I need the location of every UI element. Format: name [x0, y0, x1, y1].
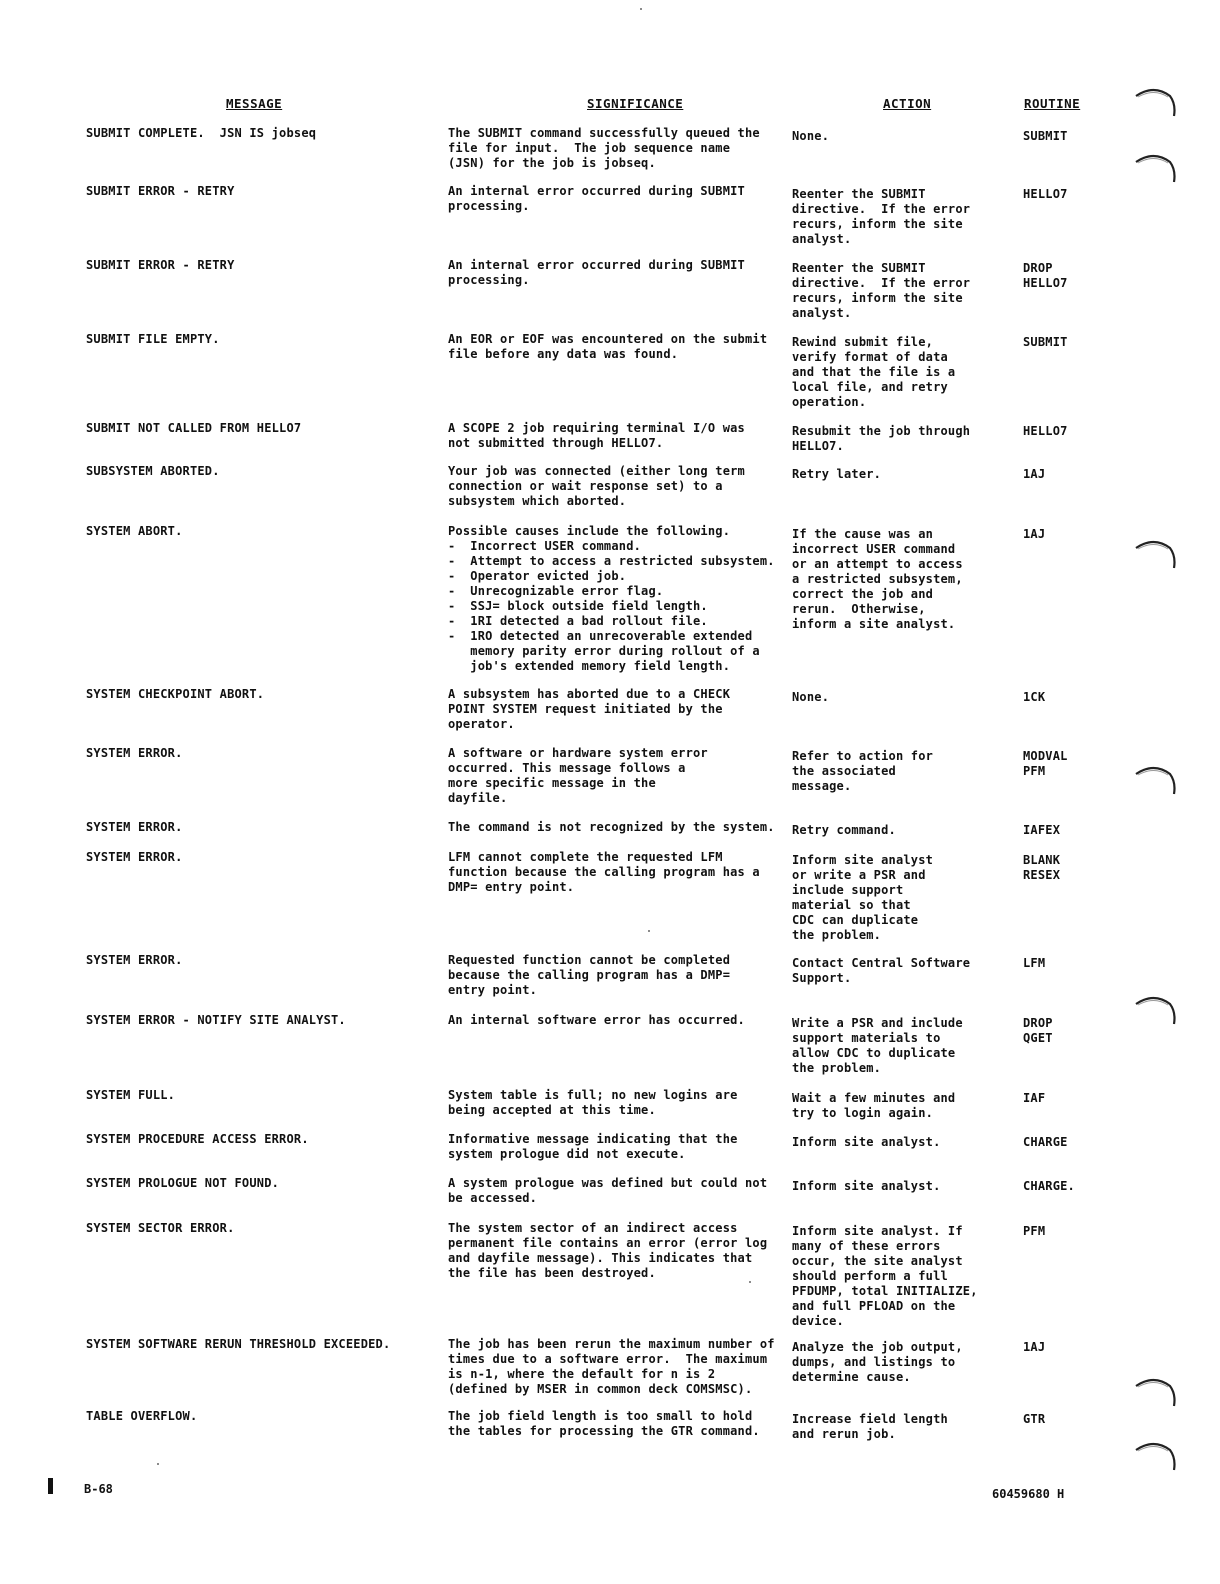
header-message: MESSAGE	[226, 96, 283, 111]
significance-line: Requested function cannot be completed	[448, 953, 731, 967]
action-line: try to login again.	[792, 1106, 934, 1120]
significance-line: processing.	[448, 273, 530, 287]
significance-line: An internal error occurred during SUBMIT	[448, 184, 745, 198]
significance-cell	[448, 332, 783, 362]
message-line: SYSTEM SECTOR ERROR.	[86, 1221, 235, 1235]
message-line: SYSTEM ERROR.	[86, 850, 183, 864]
action-line: HELLO7.	[792, 439, 844, 453]
action-line: a restricted subsystem,	[792, 572, 963, 586]
significance-line: entry point.	[448, 983, 538, 997]
significance-line: An internal software error has occurred.	[448, 1013, 745, 1027]
document-number: 60459680 H	[992, 1487, 1065, 1501]
routine-line: MODVAL	[1023, 749, 1068, 763]
action-line: analyst.	[792, 306, 852, 320]
action-cell	[792, 1224, 1002, 1329]
significance-line: job's extended memory field length.	[448, 659, 731, 673]
routine-line: CHARGE.	[1023, 1179, 1075, 1193]
routine-cell	[1023, 690, 1113, 705]
routine-line: LFM	[1023, 956, 1046, 970]
routine-cell	[1023, 956, 1113, 971]
significance-line: file for input. The job sequence name	[448, 141, 731, 155]
significance-line: the file has been destroyed.	[448, 1266, 656, 1280]
routine-cell	[1023, 335, 1113, 350]
routine-cell	[1023, 1224, 1113, 1239]
routine-line: IAFEX	[1023, 823, 1061, 837]
significance-line: subsystem which aborted.	[448, 494, 627, 508]
message-cell	[86, 746, 436, 761]
routine-cell	[1023, 1179, 1113, 1194]
routine-line: SUBMIT	[1023, 335, 1068, 349]
significance-line: The job field length is too small to hold	[448, 1409, 753, 1423]
significance-line: System table is full; no new logins are	[448, 1088, 738, 1102]
action-line: None.	[792, 690, 830, 704]
significance-cell	[448, 464, 783, 509]
message-cell	[86, 332, 436, 347]
action-line: PFDUMP, total INITIALIZE,	[792, 1284, 978, 1298]
significance-line: Your job was connected (either long term	[448, 464, 745, 478]
message-cell	[86, 258, 436, 273]
routine-line: HELLO7	[1023, 187, 1068, 201]
action-line: Analyze the job output,	[792, 1340, 963, 1354]
significance-line: A software or hardware system error	[448, 746, 708, 760]
significance-line: processing.	[448, 199, 530, 213]
significance-cell	[448, 184, 783, 214]
significance-line: - 1RI detected a bad rollout file.	[448, 614, 708, 628]
significance-cell	[448, 1088, 783, 1118]
scan-speck	[648, 930, 650, 932]
significance-line: permanent file contains an error (error log	[448, 1236, 768, 1250]
binding-ring-icon	[1132, 534, 1180, 582]
action-line: include support	[792, 883, 904, 897]
message-cell	[86, 126, 436, 141]
significance-line: - SSJ= block outside field length.	[448, 599, 708, 613]
action-line: correct the job and	[792, 587, 934, 601]
routine-cell	[1023, 129, 1113, 144]
action-cell	[792, 1091, 1002, 1121]
action-cell	[792, 129, 1002, 144]
significance-line: dayfile.	[448, 791, 508, 805]
significance-line: being accepted at this time.	[448, 1103, 656, 1117]
significance-line: (defined by MSER in common deck COMSMSC).	[448, 1382, 753, 1396]
routine-cell	[1023, 1091, 1113, 1106]
routine-cell	[1023, 467, 1113, 482]
significance-line: DMP= entry point.	[448, 880, 575, 894]
significance-line: The system sector of an indirect access	[448, 1221, 738, 1235]
significance-line: system prologue did not execute.	[448, 1147, 686, 1161]
significance-line: be accessed.	[448, 1191, 538, 1205]
message-cell	[86, 820, 436, 835]
message-line: SYSTEM ERROR.	[86, 746, 183, 760]
action-cell	[792, 690, 1002, 705]
significance-line: is n-1, where the default for n is 2	[448, 1367, 716, 1381]
action-line: allow CDC to duplicate	[792, 1046, 956, 1060]
significance-cell	[448, 1176, 783, 1206]
action-line: Support.	[792, 971, 852, 985]
message-cell	[86, 1132, 436, 1147]
action-line: determine cause.	[792, 1370, 911, 1384]
action-cell	[792, 467, 1002, 482]
significance-line: - Incorrect USER command.	[448, 539, 642, 553]
routine-line: RESEX	[1023, 868, 1061, 882]
significance-cell	[448, 1132, 783, 1162]
action-line: None.	[792, 129, 830, 143]
action-line: support materials to	[792, 1031, 941, 1045]
significance-line: Possible causes include the following.	[448, 524, 731, 538]
action-line: Retry command.	[792, 823, 896, 837]
routine-line: DROP	[1023, 1016, 1053, 1030]
binding-ring-icon	[1132, 82, 1180, 130]
action-cell	[792, 1135, 1002, 1150]
routine-line: HELLO7	[1023, 276, 1068, 290]
routine-cell	[1023, 853, 1113, 883]
significance-line: An EOR or EOF was encountered on the submit	[448, 332, 768, 346]
significance-line: times due to a software error. The maximum	[448, 1352, 768, 1366]
action-line: material so that	[792, 898, 911, 912]
action-cell	[792, 424, 1002, 454]
message-cell	[86, 464, 436, 479]
significance-line: and dayfile message). This indicates that	[448, 1251, 753, 1265]
message-line: SYSTEM ABORT.	[86, 524, 183, 538]
action-line: and full PFLOAD on the	[792, 1299, 956, 1313]
message-cell	[86, 524, 436, 539]
binding-ring-icon	[1132, 1372, 1180, 1420]
routine-line: CHARGE	[1023, 1135, 1068, 1149]
action-line: recurs, inform the site	[792, 291, 963, 305]
message-line: SYSTEM ERROR.	[86, 820, 183, 834]
significance-cell	[448, 524, 783, 674]
action-line: directive. If the error	[792, 202, 971, 216]
action-line: Retry later.	[792, 467, 882, 481]
significance-line: The job has been rerun the maximum number of	[448, 1337, 775, 1351]
action-line: inform a site analyst.	[792, 617, 956, 631]
message-cell	[86, 1409, 436, 1424]
significance-line: file before any data was found.	[448, 347, 679, 361]
significance-cell	[448, 258, 783, 288]
message-cell	[86, 1176, 436, 1191]
significance-line: A system prologue was defined but could not	[448, 1176, 768, 1190]
routine-line: HELLO7	[1023, 424, 1068, 438]
action-line: the associated	[792, 764, 896, 778]
message-cell	[86, 953, 436, 968]
significance-line: the tables for processing the GTR command.	[448, 1424, 760, 1438]
routine-cell	[1023, 527, 1113, 542]
action-line: Inform site analyst	[792, 853, 934, 867]
significance-cell	[448, 687, 783, 732]
routine-line: 1AJ	[1023, 527, 1046, 541]
routine-line: PFM	[1023, 1224, 1046, 1238]
action-line: recurs, inform the site	[792, 217, 963, 231]
binding-ring-icon	[1132, 1436, 1180, 1484]
message-cell	[86, 1221, 436, 1236]
message-line: SUBMIT ERROR - RETRY	[86, 258, 235, 272]
message-line: SUBSYSTEM ABORTED.	[86, 464, 220, 478]
significance-cell	[448, 1337, 783, 1397]
page-number: B-68	[84, 1482, 113, 1496]
header-significance: SIGNIFICANCE	[587, 96, 684, 111]
action-line: If the cause was an	[792, 527, 934, 541]
action-cell	[792, 823, 1002, 838]
scan-speck	[749, 1281, 751, 1283]
action-line: and that the file is a	[792, 365, 956, 379]
significance-cell	[448, 421, 783, 451]
message-line: SYSTEM FULL.	[86, 1088, 176, 1102]
action-line: local file, and retry	[792, 380, 948, 394]
significance-line: The command is not recognized by the system.	[448, 820, 775, 834]
message-line: SYSTEM SOFTWARE RERUN THRESHOLD EXCEEDED.	[86, 1337, 391, 1351]
message-cell	[86, 1013, 436, 1028]
action-line: or write a PSR and	[792, 868, 926, 882]
action-line: or an attempt to access	[792, 557, 963, 571]
significance-line: A SCOPE 2 job requiring terminal I/O was	[448, 421, 745, 435]
action-cell	[792, 749, 1002, 794]
significance-line: - Operator evicted job.	[448, 569, 627, 583]
action-line: should perform a full	[792, 1269, 948, 1283]
routine-cell	[1023, 1016, 1113, 1046]
significance-line: An internal error occurred during SUBMIT	[448, 258, 745, 272]
routine-line: BLANK	[1023, 853, 1061, 867]
action-line: Refer to action for	[792, 749, 934, 763]
message-line: SYSTEM PROLOGUE NOT FOUND.	[86, 1176, 280, 1190]
action-line: Resubmit the job through	[792, 424, 971, 438]
action-line: and rerun job.	[792, 1427, 896, 1441]
action-line: operation.	[792, 395, 867, 409]
significance-cell	[448, 820, 783, 835]
significance-line: occurred. This message follows a	[448, 761, 686, 775]
action-line: Wait a few minutes and	[792, 1091, 956, 1105]
action-cell	[792, 527, 1002, 632]
action-line: Inform site analyst.	[792, 1179, 941, 1193]
message-cell	[86, 184, 436, 199]
routine-line: DROP	[1023, 261, 1053, 275]
action-line: Rewind submit file,	[792, 335, 934, 349]
significance-line: not submitted through HELLO7.	[448, 436, 664, 450]
routine-line: IAF	[1023, 1091, 1046, 1105]
significance-cell	[448, 746, 783, 806]
significance-line: operator.	[448, 717, 515, 731]
significance-cell	[448, 1221, 783, 1281]
message-line: SUBMIT NOT CALLED FROM HELLO7	[86, 421, 302, 435]
message-cell	[86, 687, 436, 702]
action-line: Reenter the SUBMIT	[792, 187, 926, 201]
binding-ring-icon	[1132, 990, 1180, 1038]
routine-line: 1AJ	[1023, 1340, 1046, 1354]
action-line: directive. If the error	[792, 276, 971, 290]
action-line: the problem.	[792, 928, 882, 942]
message-line: SUBMIT ERROR - RETRY	[86, 184, 235, 198]
action-cell	[792, 187, 1002, 247]
header-routine: ROUTINE	[1024, 96, 1081, 111]
significance-line: POINT SYSTEM request initiated by the	[448, 702, 723, 716]
binding-ring-icon	[1132, 760, 1180, 808]
routine-cell	[1023, 261, 1113, 291]
routine-line: QGET	[1023, 1031, 1053, 1045]
action-cell	[792, 1179, 1002, 1194]
action-line: message.	[792, 779, 852, 793]
message-line: SUBMIT FILE EMPTY.	[86, 332, 220, 346]
action-line: analyst.	[792, 232, 852, 246]
significance-line: LFM cannot complete the requested LFM	[448, 850, 723, 864]
action-cell	[792, 335, 1002, 410]
routine-line: 1AJ	[1023, 467, 1046, 481]
routine-cell	[1023, 187, 1113, 202]
routine-line: 1CK	[1023, 690, 1046, 704]
action-line: Write a PSR and include	[792, 1016, 963, 1030]
action-line: the problem.	[792, 1061, 882, 1075]
action-line: incorrect USER command	[792, 542, 956, 556]
message-line: SYSTEM PROCEDURE ACCESS ERROR.	[86, 1132, 309, 1146]
action-line: Inform site analyst.	[792, 1135, 941, 1149]
action-line: Inform site analyst. If	[792, 1224, 963, 1238]
action-line: CDC can duplicate	[792, 913, 919, 927]
action-line: Reenter the SUBMIT	[792, 261, 926, 275]
significance-line: The SUBMIT command successfully queued the	[448, 126, 760, 140]
routine-cell	[1023, 1135, 1113, 1150]
significance-line: function because the calling program has a	[448, 865, 760, 879]
message-line: SYSTEM ERROR.	[86, 953, 183, 967]
action-line: rerun. Otherwise,	[792, 602, 926, 616]
message-cell	[86, 1088, 436, 1103]
message-cell	[86, 421, 436, 436]
action-line: verify format of data	[792, 350, 948, 364]
significance-line: because the calling program has a DMP=	[448, 968, 731, 982]
significance-line: A subsystem has aborted due to a CHECK	[448, 687, 731, 701]
routine-line: SUBMIT	[1023, 129, 1068, 143]
routine-cell	[1023, 1340, 1113, 1355]
significance-line: - Unrecognizable error flag.	[448, 584, 664, 598]
significance-cell	[448, 126, 783, 171]
message-cell	[86, 850, 436, 865]
action-line: many of these errors	[792, 1239, 941, 1253]
message-line: TABLE OVERFLOW.	[86, 1409, 198, 1423]
action-cell	[792, 1016, 1002, 1076]
significance-line: Informative message indicating that the	[448, 1132, 738, 1146]
action-cell	[792, 1340, 1002, 1385]
significance-line: memory parity error during rollout of a	[448, 644, 760, 658]
significance-line: more specific message in the	[448, 776, 656, 790]
message-line: SUBMIT COMPLETE. JSN IS jobseq	[86, 126, 317, 140]
significance-cell	[448, 1013, 783, 1028]
action-line: Contact Central Software	[792, 956, 971, 970]
message-cell	[86, 1337, 436, 1352]
significance-cell	[448, 953, 783, 998]
action-line: dumps, and listings to	[792, 1355, 956, 1369]
binding-ring-icon	[1132, 148, 1180, 196]
action-cell	[792, 853, 1002, 943]
change-bar	[48, 1478, 53, 1494]
significance-line: (JSN) for the job is jobseq.	[448, 156, 656, 170]
significance-line: - Attempt to access a restricted subsystem.	[448, 554, 775, 568]
message-line: SYSTEM ERROR - NOTIFY SITE ANALYST.	[86, 1013, 346, 1027]
significance-cell	[448, 850, 783, 895]
routine-cell	[1023, 1412, 1113, 1427]
action-cell	[792, 261, 1002, 321]
significance-line: - 1RO detected an unrecoverable extended	[448, 629, 753, 643]
routine-line: GTR	[1023, 1412, 1046, 1426]
action-line: occur, the site analyst	[792, 1254, 963, 1268]
scan-speck	[640, 8, 642, 10]
message-line: SYSTEM CHECKPOINT ABORT.	[86, 687, 265, 701]
routine-cell	[1023, 424, 1113, 439]
routine-cell	[1023, 749, 1113, 779]
routine-line: PFM	[1023, 764, 1046, 778]
header-action: ACTION	[883, 96, 932, 111]
significance-cell	[448, 1409, 783, 1439]
action-line: Increase field length	[792, 1412, 948, 1426]
action-cell	[792, 1412, 1002, 1442]
scan-speck	[157, 1463, 159, 1465]
action-line: device.	[792, 1314, 844, 1328]
action-cell	[792, 956, 1002, 986]
routine-cell	[1023, 823, 1113, 838]
significance-line: connection or wait response set) to a	[448, 479, 723, 493]
